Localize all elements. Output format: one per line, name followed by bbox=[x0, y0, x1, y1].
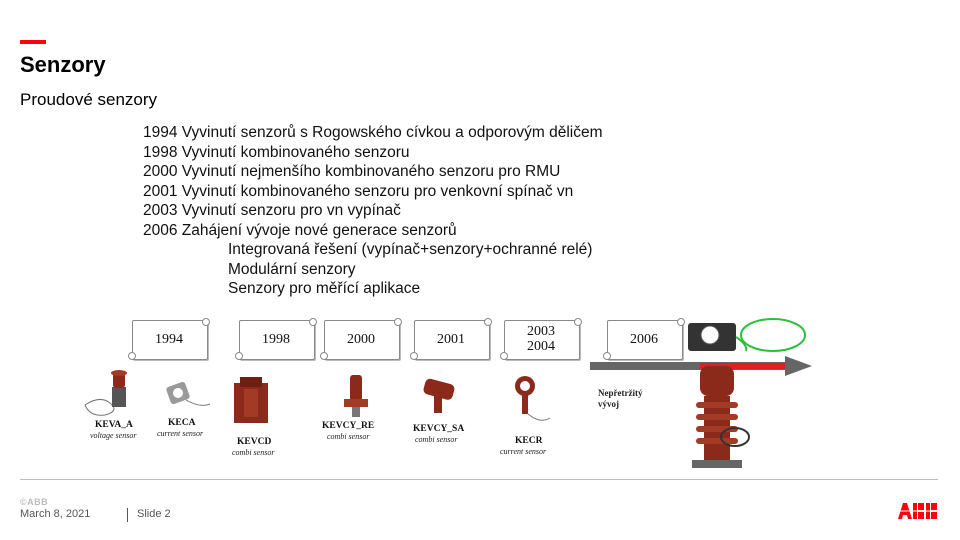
product-desc-kecr: current sensor bbox=[500, 447, 547, 456]
product-desc-kevcy-sa: combi sensor bbox=[415, 435, 458, 444]
product-name-kevcd: KEVCD bbox=[237, 437, 272, 447]
timeline-line: Senzory pro měřící aplikace bbox=[228, 280, 421, 297]
year-label: 2001 bbox=[437, 331, 465, 347]
timeline-line: Integrovaná řešení (vypínač+senzory+ochranné relé) bbox=[228, 241, 593, 258]
product-name-kevcy-sa: KEVCY_SA bbox=[413, 424, 465, 434]
keva-a-sensor-picture bbox=[80, 365, 150, 420]
year-scroll-2003-2004 bbox=[500, 318, 582, 360]
year-label: 2006 bbox=[630, 331, 658, 347]
footer-copyright: ©ABB bbox=[20, 497, 49, 507]
footer-separator bbox=[20, 479, 938, 480]
year-label: 1994 bbox=[155, 331, 183, 347]
kevcy-sa-sensor-picture bbox=[418, 375, 462, 417]
year-scroll-1998 bbox=[235, 318, 317, 360]
timeline-line: Modulární senzory bbox=[228, 260, 356, 278]
timeline-line: 2001 Vyvinutí kombinovaného senzoru pro venkovní spínač vn bbox=[143, 182, 574, 200]
timeline-line: 2006 Zahájení vývoje nové generace senzorů bbox=[143, 221, 457, 239]
timeline-line: 2000 Vyvinutí nejmenšího kombinovaného senzoru pro RMU bbox=[143, 163, 561, 180]
kecr-sensor-picture bbox=[510, 374, 560, 434]
product-name-keva-a: KEVA_A bbox=[95, 420, 133, 430]
footer-date: March 8, 2021 bbox=[20, 508, 91, 520]
product-desc-kevcd: combi sensor bbox=[232, 448, 275, 457]
year-scroll-2001 bbox=[410, 318, 492, 360]
integrated-sensor-picture bbox=[682, 360, 752, 472]
year-scroll-1994 bbox=[128, 318, 210, 360]
product-desc-kevcy-re: combi sensor bbox=[327, 432, 370, 441]
footer-slide-number: Slide 2 bbox=[137, 508, 171, 520]
timeline-line: 2003 Vyvinutí senzoru pro vn vypínač bbox=[143, 202, 401, 219]
product-name-kecr: KECR bbox=[515, 436, 543, 446]
timeline-line: 1994 Vyvinutí senzorů s Rogowského cívkou a odporovým děličem bbox=[143, 124, 603, 141]
modular-sensor-picture bbox=[688, 315, 808, 360]
timeline-line: 1998 Vyvinutí kombinovaného senzoru bbox=[143, 143, 410, 161]
timeline-text bbox=[143, 123, 603, 299]
title-accent-bar bbox=[20, 40, 46, 44]
page-title: Senzory bbox=[20, 52, 106, 77]
year-label: 2000 bbox=[347, 331, 375, 347]
year-label: 1998 bbox=[262, 331, 290, 347]
abb-logo-icon bbox=[898, 503, 940, 519]
year-scroll-2000 bbox=[320, 318, 402, 360]
page-subtitle: Proudové senzory bbox=[20, 90, 158, 109]
footer-divider bbox=[127, 508, 128, 522]
keca-sensor-picture bbox=[160, 378, 215, 420]
product-desc-keva-a: voltage sensor bbox=[90, 431, 137, 440]
continuous-development-label: Nepřetržitý vývoj bbox=[598, 388, 643, 409]
cable-coil-picture bbox=[718, 424, 752, 450]
year-scroll-2006 bbox=[603, 318, 685, 360]
year-label: 2003 2004 bbox=[527, 324, 555, 354]
product-name-kevcy-re: KEVCY_RE bbox=[322, 421, 375, 431]
kevcd-sensor-picture bbox=[232, 377, 272, 429]
kevcy-re-sensor-picture bbox=[340, 375, 374, 420]
product-name-keca: KECA bbox=[168, 418, 196, 428]
product-desc-keca: current sensor bbox=[157, 429, 204, 438]
